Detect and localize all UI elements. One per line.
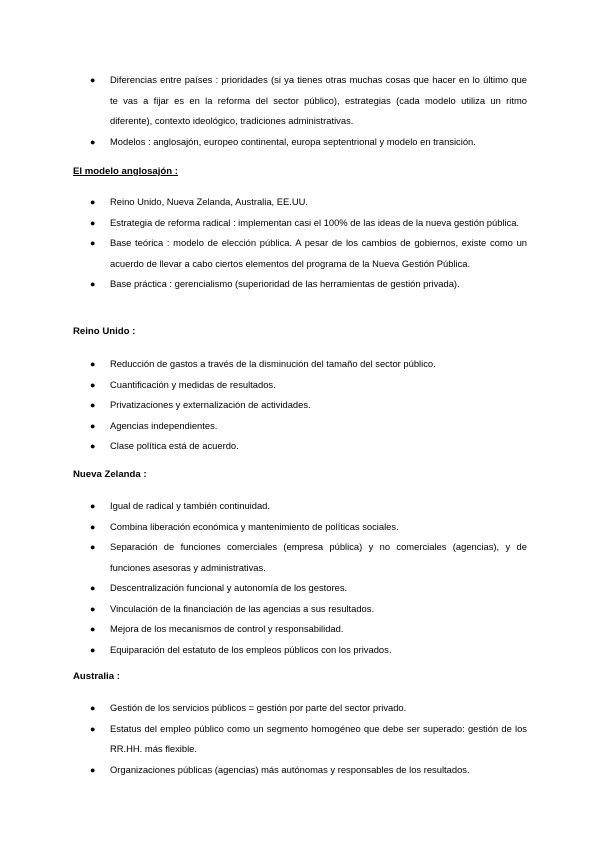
section-heading-reino-unido: Reino Unido :	[73, 326, 136, 337]
list-item-text: Privatizaciones y externalización de actividades.	[110, 399, 311, 410]
bullet-icon: ●	[90, 238, 96, 248]
section-heading-nueva-zelanda: Nueva Zelanda :	[73, 469, 147, 480]
list-item-text: Mejora de los mecanismos de control y responsabilidad.	[110, 623, 344, 634]
bullet-icon: ●	[90, 501, 96, 511]
bullet-icon: ●	[90, 136, 96, 147]
list-item-text: Separación de funciones comerciales (empresa pública) y no comerciales (agencias), y de funciones asesoras y administrativas.	[110, 541, 527, 573]
bullet-icon: ●	[90, 420, 96, 431]
bullet-icon: ●	[90, 279, 96, 289]
list-item-text: Descentralización funcional y autonomía de los gestores.	[110, 582, 348, 593]
bullet-icon: ●	[90, 703, 96, 713]
list-item-text: Estrategia de reforma radical : implementan casi el 100% de las ideas de la nueva gestión pública.	[110, 216, 520, 228]
bullet-icon: ●	[90, 400, 96, 410]
list-item-text: Base práctica : gerencialismo (superioridad de las herramientas de gestión privada).	[110, 278, 460, 289]
reino-unido-list	[0, 354, 600, 457]
bullet-icon: ●	[90, 441, 96, 451]
list-item	[0, 760, 600, 781]
list-item	[0, 213, 600, 234]
list-item-text: Agencias independientes.	[110, 419, 218, 431]
list-item	[0, 375, 600, 396]
list-item	[0, 698, 600, 719]
bullet-icon: ●	[90, 197, 96, 207]
bullet-icon: ●	[90, 379, 96, 390]
bullet-icon: ●	[90, 624, 96, 634]
list-item-text: Reino Unido, Nueva Zelanda, Australia, EE.UU.	[110, 196, 309, 207]
australia-list	[0, 698, 600, 780]
bullet-icon: ●	[90, 644, 96, 655]
list-item	[0, 496, 600, 517]
list-item-text: Igual de radical y también continuidad.	[110, 500, 270, 511]
section-heading-anglosajon: El modelo anglosajón :	[73, 166, 179, 177]
list-item	[0, 719, 600, 760]
list-item-text: Diferencias entre países : prioridades (si ya tienes otras muchas cosas que hacer en lo último que te vas a fijar es en la reforma del sector público), estrategias (cada modelo utiliza un ritmo diferente), contexto ideológico, tradiciones administrativas.	[110, 74, 527, 126]
list-item-text: Organizaciones públicas (agencias) más autónomas y responsables de los resultados.	[110, 763, 470, 775]
bullet-icon: ●	[90, 542, 96, 552]
list-item	[0, 416, 600, 437]
list-item-text: Vinculación de la financiación de las agencias a sus resultados.	[110, 602, 375, 614]
bullet-icon: ●	[90, 723, 96, 734]
list-item-text: Combina liberación económica y mantenimiento de políticas sociales.	[110, 520, 399, 532]
list-item-text: Clase política está de acuerdo.	[110, 440, 239, 451]
list-item	[0, 640, 600, 661]
list-item	[0, 354, 600, 375]
bullet-icon: ●	[90, 583, 96, 593]
list-item	[0, 233, 600, 274]
section-heading-australia: Australia :	[73, 671, 120, 682]
list-item	[0, 599, 600, 620]
bullet-icon: ●	[90, 217, 96, 228]
list-item	[0, 192, 600, 213]
bullet-icon: ●	[90, 521, 96, 532]
list-item	[0, 436, 600, 457]
list-item	[0, 274, 600, 295]
list-item-text: Modelos : anglosajón, europeo continental, europa septentrional y modelo en transición.	[110, 135, 476, 147]
list-item	[0, 132, 600, 153]
list-item	[0, 395, 600, 416]
list-item	[0, 619, 600, 640]
bullet-icon: ●	[90, 75, 96, 85]
list-item	[0, 537, 600, 578]
list-item	[0, 517, 600, 538]
bullet-icon: ●	[90, 603, 96, 614]
bullet-icon: ●	[90, 359, 96, 369]
nueva-zelanda-list	[0, 496, 600, 660]
list-item-text: Base teórica : modelo de elección pública. A pesar de los cambios de gobiernos, existe como un acuerdo de llevar a cabo ciertos elementos del programa de la Nueva Gestión Pública.	[110, 237, 527, 269]
list-item-text: Gestión de los servicios públicos = gestión por parte del sector privado.	[110, 702, 407, 713]
list-item	[0, 578, 600, 599]
list-item-text: Equiparación del estatuto de los empleos públicos con los privados.	[110, 643, 392, 655]
list-item-text: Estatus del empleo público como un segmento homogéneo que debe ser superado: gestión de los RR.HH. más flexible.	[110, 722, 527, 754]
intro-list	[0, 70, 600, 152]
list-item	[0, 70, 600, 132]
list-item-text: Cuantificación y medidas de resultados.	[110, 378, 276, 390]
list-item-text: Reducción de gastos a través de la disminución del tamaño del sector público.	[110, 358, 436, 369]
anglosajon-list	[0, 192, 600, 295]
bullet-icon: ●	[90, 764, 96, 775]
